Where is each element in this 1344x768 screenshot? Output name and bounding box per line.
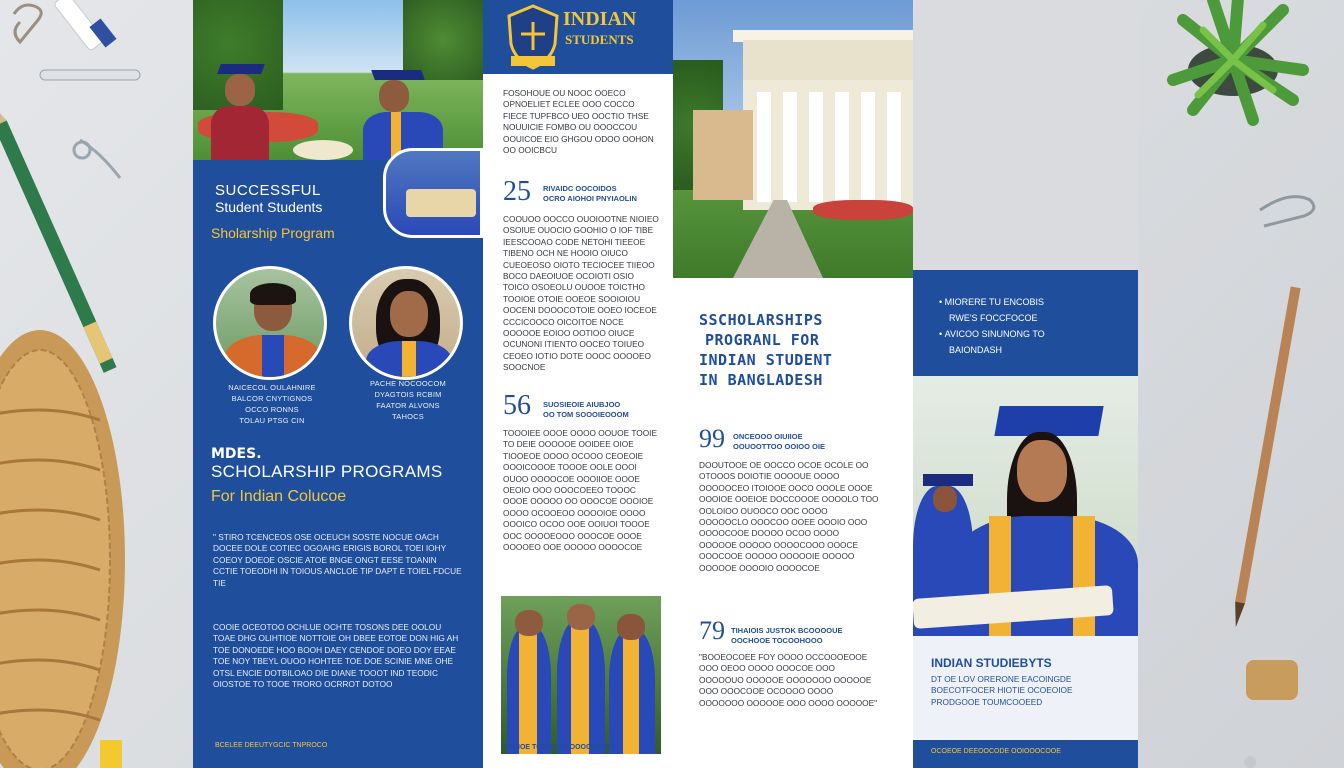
- stat-text: DOOUTOOE OE OOCCO OCOE OCOLE OO OTOOOS DOIOTIE OOOOUE OOOO OOOOOCEO ITOIOOE OOCO OOOLE OOOE OOOIOE OOEIOE DOCCOOOE OOOOLO TOO OOLOIOO OUOOCO OOC OOOO OOOOOCLO OOOCOO OOEE OOOIO OOO OOOOCOOE DOOOO OCOO OOOO OOOOOE OOOOO OOOOCOOO OOOCE OOOCOOE OOOOO OOOOOIE OOOOO OOOOOE OOOOIO OOOOCOE: [699, 460, 879, 573]
- logo-banner: [483, 0, 673, 74]
- bullet-text: AVICOO SINUNONG TO: [944, 329, 1045, 339]
- pin-icon: [80, 140, 120, 178]
- feature-panel: [673, 0, 913, 768]
- pencil-icon: [0, 102, 117, 373]
- profile-caption: NAICECOL OULAHNIRE BALCOR CNYTIGNOS OCCO RONNS TOLAU PTSG CIN: [228, 383, 316, 425]
- feature-heading-line: IN BANGLADESH: [699, 371, 823, 389]
- card-text: DT OE LOV ORERONE EACOINGDE BOECOTFOCER HIOTIE OCOEOIOE PRODGOOE TOUMCOOEED: [931, 674, 1073, 707]
- pen-icon: [53, 0, 116, 51]
- bullet-text: MIORERE TU ENCOBIS: [944, 297, 1045, 307]
- cover-headline-2: Student Students: [215, 199, 323, 215]
- profile-photo: [349, 266, 463, 380]
- campus-photo: [673, 0, 913, 278]
- plant-icon: [1173, 0, 1303, 120]
- bullet-box: [913, 270, 1138, 376]
- student-reading-photo: [913, 376, 1138, 636]
- profile-caption: PACHE NOCOOCOM DYAGTOIS RCBIM FAATOR ALVONS TAHOCS: [370, 379, 446, 421]
- profile-photo: [213, 266, 327, 380]
- pencil-icon: [1231, 286, 1301, 627]
- stat-label: SUOSIEOIE AIUBJOO OO TOM SOOOIEOOOM: [543, 400, 629, 419]
- stat-label: RIVAIDC OOCOIDOS OCRO AIOHOI PNYIAOLIN: [543, 184, 637, 203]
- stat-value: 79: [699, 616, 725, 645]
- stat-text: COOUOO OOCCO OUOIOOTNE NIOIEO OSOIUE OUOCIO GOOHIO O IOF TIBE IEESCOOAO CODE NETOHI TIEEOE TIBENO OCH NE HOOIO OIUCO CUEOEOSO OIOTO TECIOCEE TIIEOO BOCO DAEOIUOE OCOIOTI OSIO TOICO OSOEOLU OUOOE TOICTHO TOOIOE OTOIE OOEOE SOOIOIOU OOCENI DOOOCOTOIE OOEO IOCEOE CCCICOOCO OICOITOE NOCE OOOOOE EOIOO OOTIOO OIUCE OCUNONI ITIENTO OOCEO TOIUEO CEOEO IOTIO DOTE OOOC OOOOEO SOOCNOE: [503, 214, 659, 373]
- card-title: INDIAN STUDIEBYTS: [931, 656, 1052, 670]
- graduates-photo: [193, 0, 483, 160]
- cover-panel: [193, 0, 483, 768]
- cover-paragraph: COOIE OCEOTOO OCHLUE OCHTE TOSONS DEE OOLOU TOAE DHG OLIHTIOE NOTTOIE OH DBEE EOTOE DON HIG AH TOE DONOEDE HOO BOOH DAEY CENDOE DOEO DOY EEAE TOE NOY TBEYL OUOO HOHTEE TOE DOE SCINIE MNE OHE OTSL ENCIE DOTBILOAO DIE DIANE TOOOT IND TEODIC OIOSTOE TO TOOE TRORO OCRROT DOTOO: [213, 622, 459, 690]
- sidebar-footer-bar: [913, 740, 1138, 768]
- graduates-group-photo: [501, 596, 661, 754]
- bullet-icon: •: [939, 329, 945, 339]
- basket-icon: [0, 330, 125, 768]
- stat-value: 25: [503, 176, 531, 207]
- cover-paragraph: " STIRO TCENCEOS OSE OCEUCH SOSTE NOCUE OACH DOCEE DOLE COTIEC OGOAHG ERIGIS BOROL TOEI IOHY COEOY DOEOE OSCIE ATOE BNGE ONGT EESE TOANIN CCTIE TOEODHI IN TOIOUS ANCLOE TIP DAPT E TOIEL FDCUE TIE: [213, 532, 462, 588]
- feature-heading-line: SSCHOLARSHIPS: [699, 311, 823, 329]
- stat-value: 56: [503, 390, 531, 421]
- paperclip-icon: [14, 5, 41, 42]
- bullet-list: [939, 294, 1045, 358]
- cover-footer: BCELEE DEEUTYGCIC TNPROCO: [215, 742, 328, 749]
- feature-heading: [699, 310, 832, 390]
- logo-text: INDIAN: [563, 8, 637, 30]
- cork-icon: [1246, 660, 1298, 700]
- sidebar-footer: OCOEOE DEEOOCODE OOIOOOCOOE: [931, 748, 1061, 755]
- student-card: [913, 636, 1138, 740]
- intro-text: FOSOHOUE OU NOOC OOECO OPNOELIET ECLEE OOO COCCO FIECE TUPFBCO UEO OOCTIO THSE NOUUICIE FOMBO OU OOOCCOU OOUICOE EIO GHGOU ODOO OOHON OO OOICBCU: [503, 88, 654, 154]
- stat-text: "BOOEOCOEE FOY OOOO OCCOOOEOOE OOO OEOO OOOO OOOCOE OOO OOOOOUO OOOOOE OOOOOOO OOOOOE OOO OOOCOOE OCOOOO OOOO OOOOOOO OOOOOE OOO OOOO OOOOOE": [699, 652, 878, 708]
- crest-icon: [505, 4, 561, 70]
- desk-props-right: [1138, 0, 1344, 768]
- bullet-text: RWE'S FOCCFOCOE: [949, 313, 1038, 323]
- stat-label: ONCEOOO OIUIIOE OOUOOTTOO OOIOO OIE: [733, 432, 825, 451]
- cover-headline: SUCCESSFUL: [215, 182, 321, 199]
- feature-heading-line: PROGRANL FOR: [705, 331, 820, 349]
- feature-heading-line: INDIAN STUDENT: [699, 351, 833, 369]
- programs-subtitle: For Indian Colucoe: [211, 488, 347, 505]
- bullet-icon: •: [939, 297, 945, 307]
- logo-text: STUDENTS: [565, 32, 634, 47]
- programs-heading: MDES.: [211, 446, 262, 462]
- inner-footer: TOOIOE TOEOCOO OOOOOEOEE: [503, 744, 617, 751]
- stat-text: TOOOIEE OOOE OOOO OOUOE TOOIE TO DEIE OOOOOE OOIDEE OIOE TIOOEOE OOOO OCOOO CEOEOIE OOOICOOOE TOOOE OOLE OOOI OUOO OOOOCOE OOOIIOE OOOE OEOIO OOO OOOCOEEO TOOOC OOOE OOOOO OO OOOCOE OOOIOE OOOO OCOOEOO OOOOIOE OOOO OOOICO OCOO OOE OOIUOI TOOOE OOC OOOOEOOO OOOCOE OOOE OOOOEO OOE OOOOO OOOOCOE: [503, 428, 657, 553]
- stat-label: TIHAIOIS JUSTOK BCOOOOUE OOCHOOE TOCOOHOOO: [731, 626, 843, 645]
- stat-value: 99: [699, 424, 725, 453]
- desk-props-left: [0, 0, 193, 768]
- cover-subtitle: Sholarship Program: [211, 225, 335, 241]
- study-photo: [383, 148, 483, 238]
- paperclip-icon: [1260, 197, 1314, 226]
- inner-panel: [483, 0, 673, 768]
- bullet-text: BAIONDASH: [949, 345, 1003, 355]
- programs-heading: SCHOLARSHIP PROGRAMS: [211, 462, 443, 481]
- sidebar-panel: [913, 0, 1138, 768]
